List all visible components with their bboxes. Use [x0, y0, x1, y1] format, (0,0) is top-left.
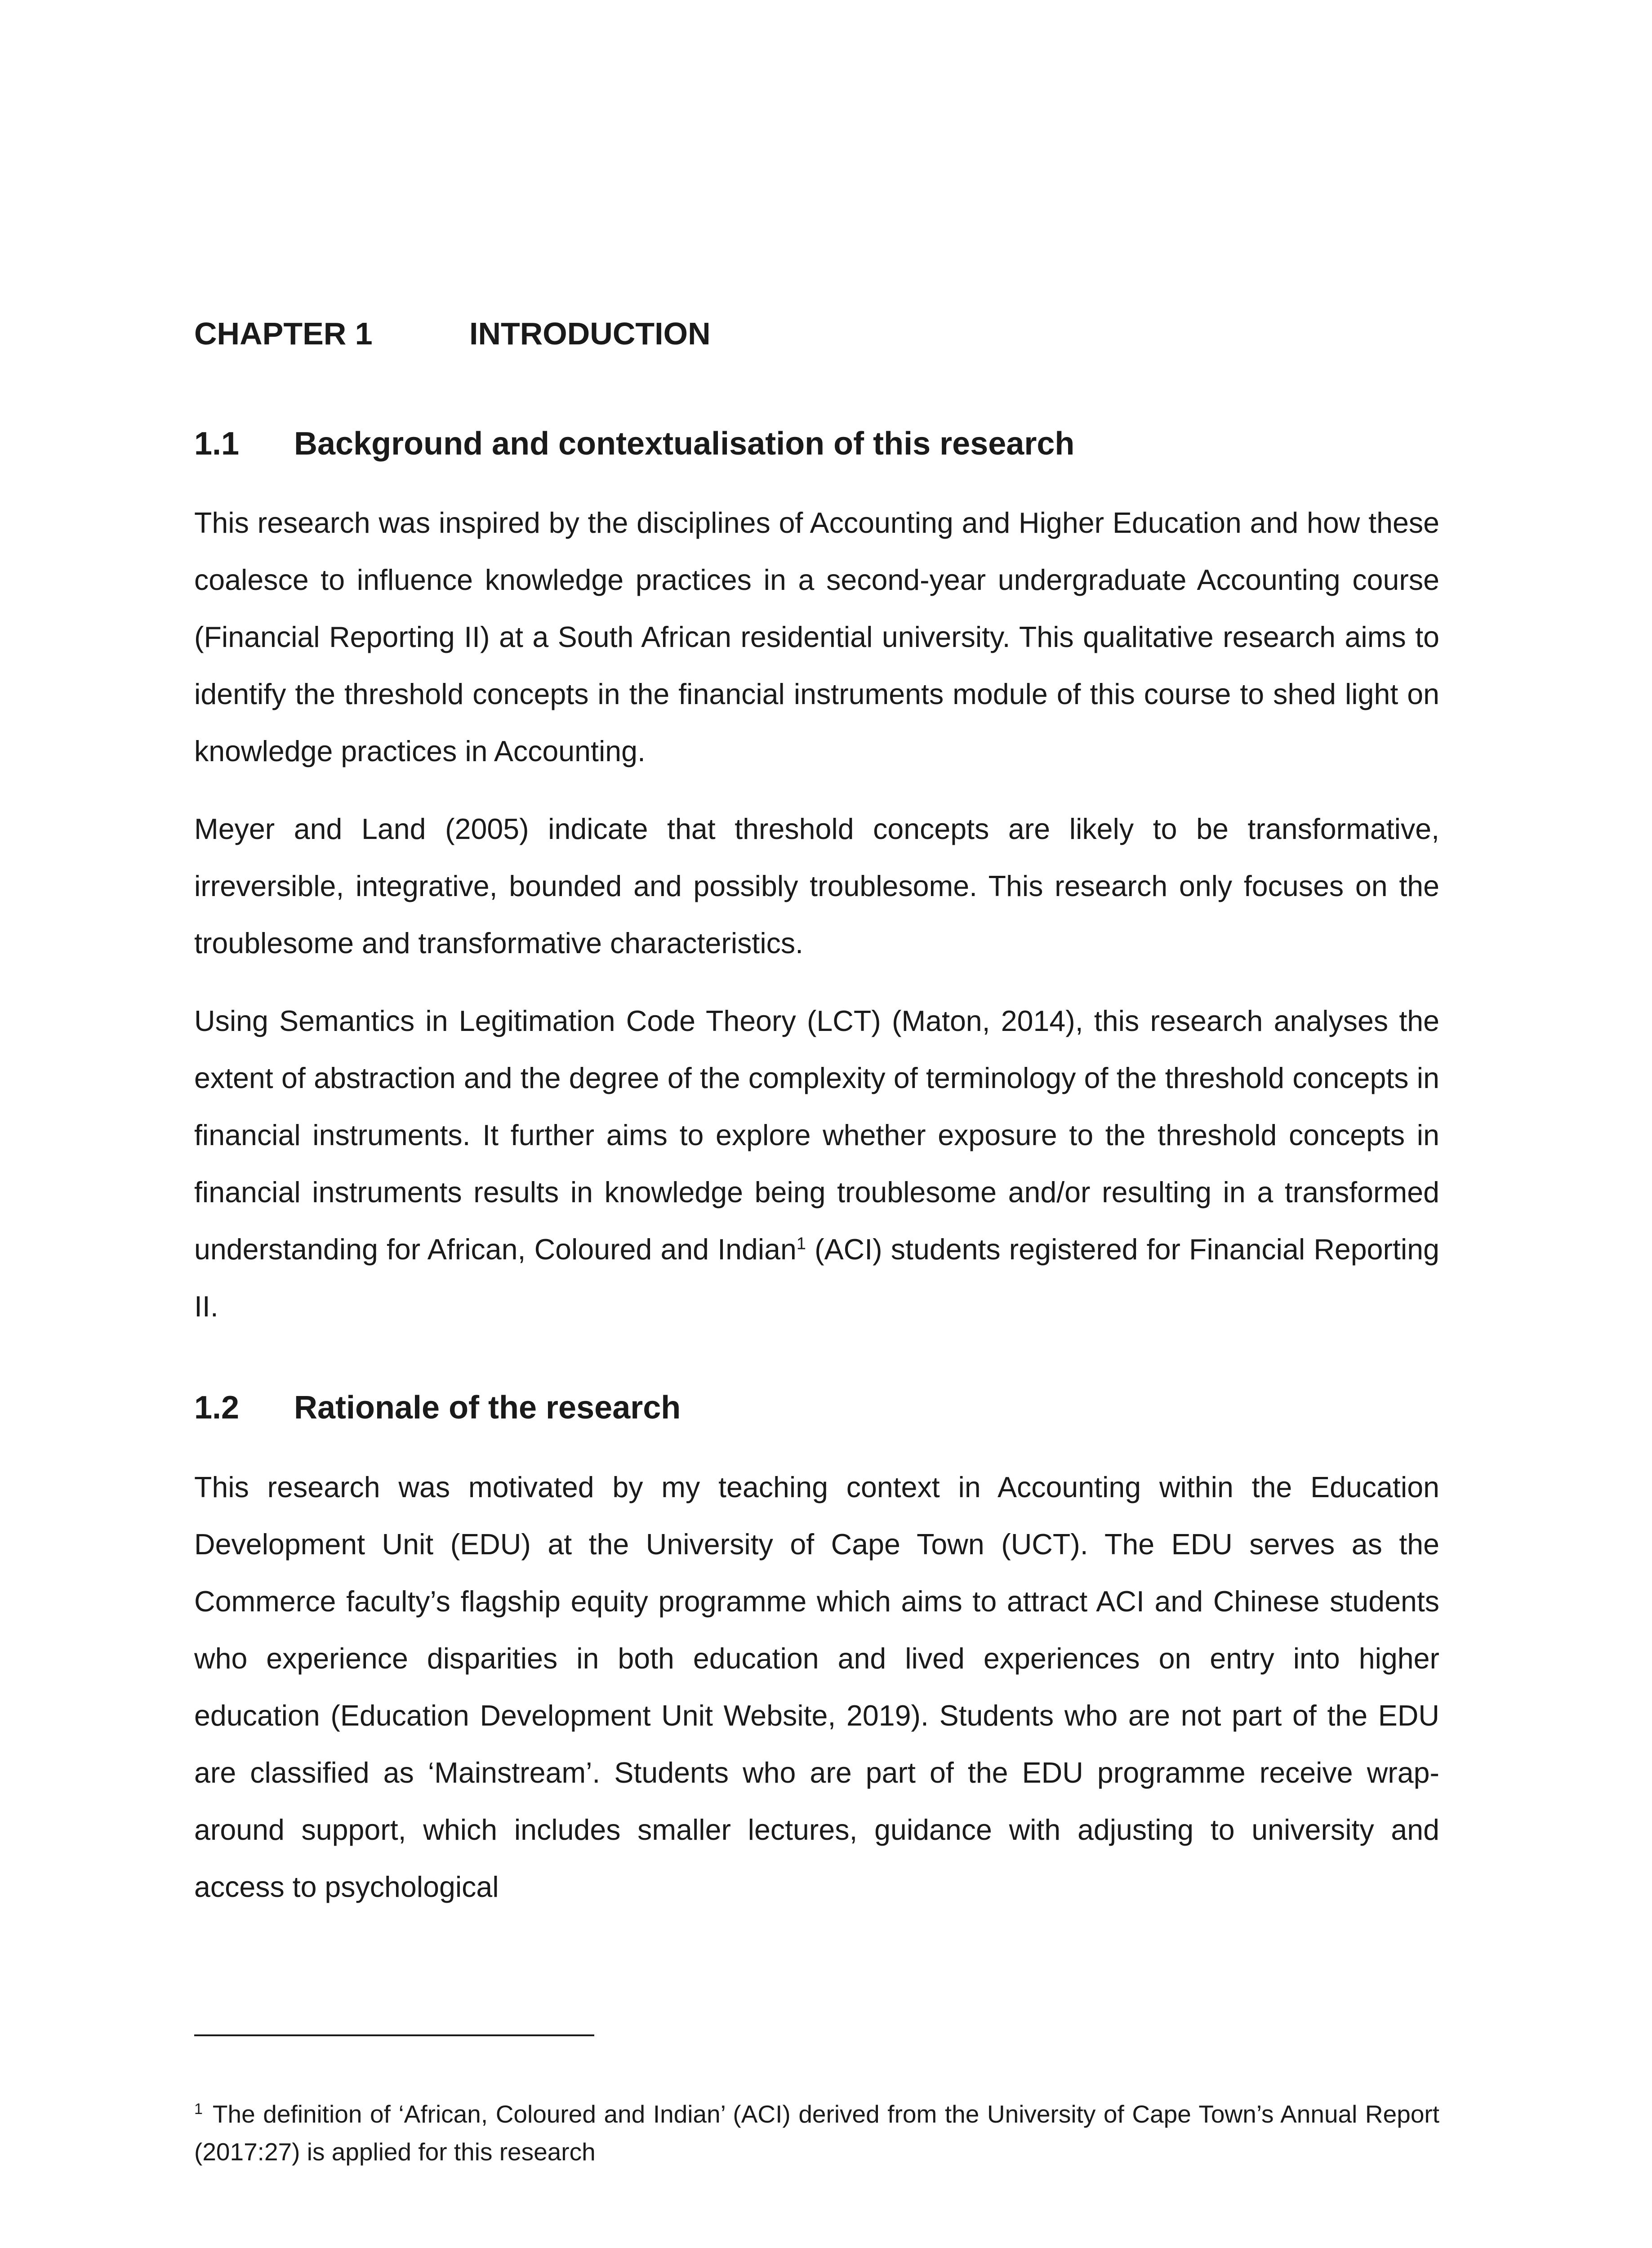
main-content: [194, 315, 1439, 1936]
section-heading-1-1: [194, 424, 1439, 463]
footnote-mark: 1: [194, 2100, 203, 2118]
section-number: 1.2: [194, 1390, 240, 1426]
section-heading-1-2: [194, 1388, 1439, 1427]
footnote-divider: [194, 2034, 594, 2036]
section-title: Background and contextualisation of this research: [294, 426, 1075, 462]
section-number: 1.1: [194, 426, 240, 462]
footnote: [194, 2095, 1439, 2171]
paragraph-with-footnote-ref: [194, 993, 1439, 1335]
chapter-heading: [194, 315, 1439, 352]
footnote-reference[interactable]: 1: [796, 1234, 806, 1253]
paragraph-text: Using Semantics in Legitimation Code Theory (LCT) (Maton, 2014), this research analyses the extent of abstraction and the degree of the complexity of terminology of the threshold concepts in financial instruments. It further aims to explore whether exposure to the threshold concepts in financial instruments results in knowledge being troublesome and/or resulting in a transformed understanding for African, Coloured and Indian: [194, 1005, 1439, 1266]
paragraph: Meyer and Land (2005) indicate that threshold concepts are likely to be transformative, irreversible, integrative, bounded and possibly troublesome. This research only focuses on the troublesome and transformative characteristics.: [194, 813, 1439, 960]
paragraph: This research was inspired by the disciplines of Accounting and Higher Education and how these coalesce to influence knowledge practices in a second-year undergraduate Accounting course (Financial Reporting II) at a South African residential university. This qualitative research aims to identify the threshold concepts in the financial instruments module of this course to shed light on knowledge practices in Accounting.: [194, 507, 1439, 768]
chapter-number: CHAPTER 1: [194, 316, 373, 351]
chapter-title: INTRODUCTION: [469, 316, 711, 351]
footnote-text: The definition of ‘African, Coloured and Indian’ (ACI) derived from the University of Cape Town’s Annual Report (2017:27) is applied for this research: [194, 2100, 1439, 2166]
paragraph: This research was motivated by my teaching context in Accounting within the Education Development Unit (EDU) at the University of Cape Town (UCT). The EDU serves as the Commerce faculty’s flagship equity programme which aims to attract ACI and Chinese students who experience disparities in both education and lived experiences on entry into higher education (Education Development Unit Website, 2019). Students who are not part of the EDU are classified as ‘Mainstream’. Students who are part of the EDU programme receive wrap-around support, which includes smaller lectures, guidance with adjusting to university and access to psychological: [194, 1471, 1439, 1903]
section-title: Rationale of the research: [294, 1390, 681, 1426]
paragraph-text-tail: (ACI) students registered for Financial Reporting II.: [194, 1233, 1439, 1323]
